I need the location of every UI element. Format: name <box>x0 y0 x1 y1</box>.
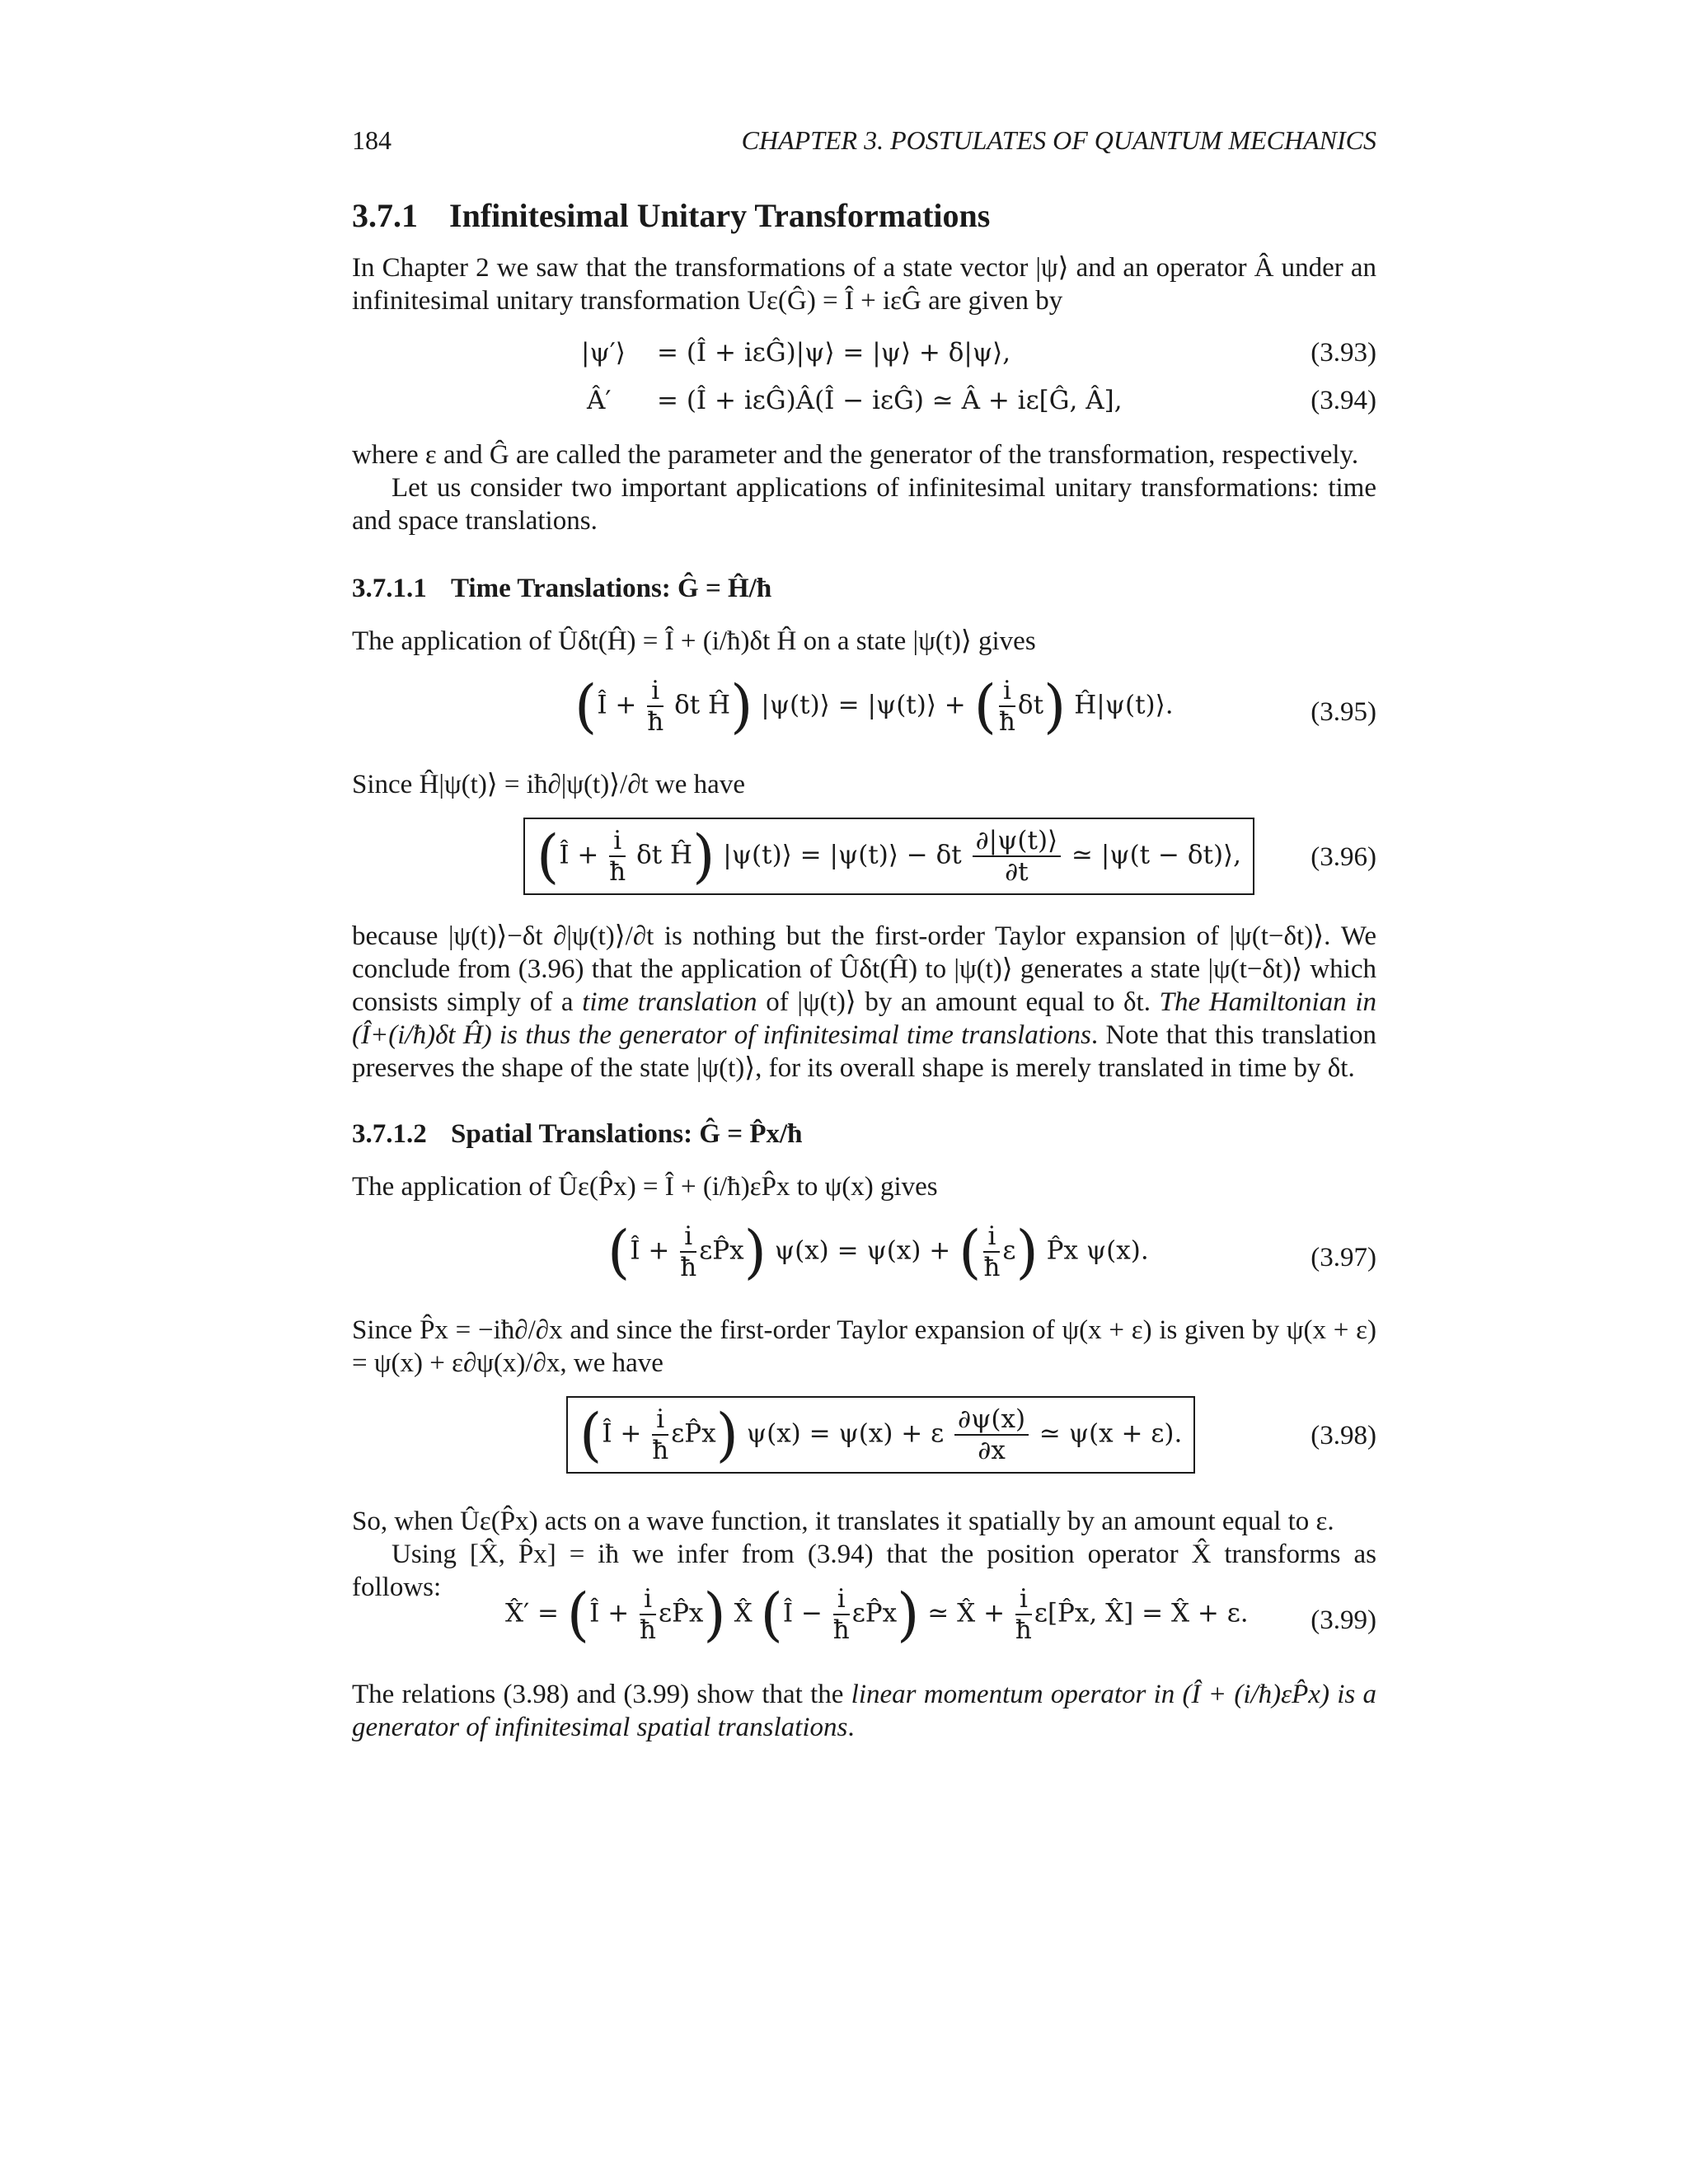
eq99-tag: (3.99) <box>1311 1605 1376 1635</box>
sub2-paragraph-1: The application of Ûε(P̂x) = Î + (i/ħ)εP̂x to ψ(x) gives <box>352 1172 938 1202</box>
eq98-tag: (3.98) <box>1311 1421 1376 1451</box>
equation-3-98 <box>352 1396 1376 1482</box>
equation-3-97 <box>352 1218 1376 1296</box>
eq97-tag: (3.97) <box>1311 1243 1376 1272</box>
section-title: Infinitesimal Unitary Transformations <box>449 197 991 234</box>
eq98-frac: $\frac{i}{ħ}$ <box>652 1404 669 1465</box>
sub2-paragraph-3: So, when Ûε(P̂x) acts on a wave function, it translates it spatially by an amount equal to ε. Using [X̂, P̂x] = iħ we infer from (3.94) that the position operator X̂ transforms as follows: <box>352 1507 1376 1602</box>
eq94-lhs: Â′ <box>587 386 612 415</box>
eq94-rhs: = (Î + iεĜ)Â(Î − iεĜ) ≃ Â + iε[Ĝ, Â], <box>657 386 1123 415</box>
eq99-body: X̂′ = (Î + $\frac{i}{ħ}$ εP̂x) X̂ (Î − $\frac{i}{ħ}$ εP̂x) ≃ X̂ + $\frac{i}{ħ}$ ε[P̂x, X̂] = X̂ + ε. <box>505 1581 1249 1648</box>
equation-3-93 <box>352 338 1376 374</box>
equation-3-96 <box>352 818 1376 903</box>
eq98-frac2: $\frac{\partial\psi(x)}{\partial x}$ <box>954 1404 1029 1465</box>
eq95-body: (Î + $\frac{i}{ħ}$ δt Ĥ) |ψ(t)⟩ = |ψ(t)⟩ + ( $\frac{i}{ħ}$ δt) Ĥ|ψ(t)⟩. <box>574 673 1174 740</box>
eq99-frac2: $\frac{i}{ħ}$ <box>832 1584 850 1645</box>
eq94-tag: (3.94) <box>1311 386 1376 415</box>
eq96-frac2: $\frac{\partial|\psi(t)⟩}{\partial t}$ <box>973 826 1062 887</box>
eq97-frac: $\frac{i}{ħ}$ <box>680 1221 697 1282</box>
sub1-paragraph-1: The application of Ûδt(Ĥ) = Î + (i/ħ)δt Ĥ on a state |ψ(t)⟩ gives <box>352 626 1036 656</box>
eq96-frac: $\frac{i}{ħ}$ <box>609 826 626 887</box>
sub1-title: Time Translations: Ĝ = Ĥ/ħ <box>451 574 772 603</box>
running-head <box>352 125 1376 158</box>
eq98-box: (Î + $\frac{i}{ħ}$ εP̂x) ψ(x) = ψ(x) + ε $\frac{\partial\psi(x)}{\partial x}$ ≃ ψ(x + ε). <box>566 1396 1195 1474</box>
eq95-frac: $\frac{i}{ħ}$ <box>647 676 664 737</box>
eq95-tag: (3.95) <box>1311 697 1376 727</box>
chapter-title: CHAPTER 3. POSTULATES OF QUANTUM MECHANICS <box>741 125 1376 155</box>
after94-line2: Let us consider two important applications of infinitesimal unitary transformations: time and space translations. <box>352 473 1376 536</box>
equation-3-99 <box>352 1581 1376 1658</box>
eq96-box: (Î + $\frac{i}{ħ}$ δt Ĥ) |ψ(t)⟩ = |ψ(t)⟩ − δt $\frac{\partial|\psi(t)⟩}{\partial t}$ ≃ |ψ(t − δt)⟩, <box>523 818 1254 895</box>
after94-line1: where ε and Ĝ are called the parameter and the generator of the transformation, respectively. <box>352 440 1359 470</box>
page-number: 184 <box>352 125 392 155</box>
sub1-paragraph-2: Since Ĥ|ψ(t)⟩ = iħ∂|ψ(t)⟩/∂t we have <box>352 770 745 799</box>
after-94-paragraph <box>352 438 1376 537</box>
eq99-frac3: $\frac{i}{ħ}$ <box>1015 1584 1032 1645</box>
eq93-tag: (3.93) <box>1311 338 1376 368</box>
section-number: 3.7.1 <box>352 197 418 234</box>
sub2-title: Spatial Translations: Ĝ = P̂x/ħ <box>451 1119 803 1149</box>
subsection-time-heading <box>352 574 771 604</box>
eq93-lhs: |ψ′⟩ <box>581 338 626 368</box>
closing-paragraph: The relations (3.98) and (3.99) show that the linear momentum operator in (Î + (i/ħ)εP̂x) is a generator of infinitesimal spatial translations. <box>352 1680 1376 1742</box>
subsection-spatial-heading <box>352 1119 803 1150</box>
equation-3-95 <box>352 673 1376 750</box>
sub1-number: 3.7.1.1 <box>352 574 427 603</box>
eq97-frac2: $\frac{i}{ħ}$ <box>983 1221 1001 1282</box>
eq96-tag: (3.96) <box>1311 842 1376 872</box>
eq99-frac: $\frac{i}{ħ}$ <box>640 1584 657 1645</box>
section-heading <box>352 196 990 235</box>
sub2-paragraph-2: Since P̂x = −iħ∂/∂x and since the first-order Taylor expansion of ψ(x + ε) is given by ψ(x + ε) = ψ(x) + ε∂ψ(x)/∂x, we have <box>352 1315 1376 1378</box>
eq95-frac2: $\frac{i}{ħ}$ <box>998 676 1015 737</box>
eq97-body: (Î + $\frac{i}{ħ}$ εP̂x) ψ(x) = ψ(x) + ( $\frac{i}{ħ}$ ε) P̂x ψ(x). <box>607 1218 1149 1286</box>
sub2-number: 3.7.1.2 <box>352 1119 427 1149</box>
eq93-rhs: = (Î + iεĜ)|ψ⟩ = |ψ⟩ + δ|ψ⟩, <box>657 338 1011 368</box>
equation-3-94 <box>352 386 1376 422</box>
intro-paragraph: In Chapter 2 we saw that the transformations of a state vector |ψ⟩ and an operator Â under an infinitesimal unitary transformation Uε(Ĝ) = Î + iεĜ are given by <box>352 253 1376 316</box>
sub1-paragraph-3: because |ψ(t)⟩−δt ∂|ψ(t)⟩/∂t is nothing but the first-order Taylor expansion of |ψ(t−δt)⟩. We conclude from (3.96) that the application of Ûδt(Ĥ) to |ψ(t)⟩ generates a state |ψ(t−δt)⟩ which consists simply of a time translation of |ψ(t)⟩ by an amount equal to δt. The Hamiltonian in (Î+(i/ħ)δt Ĥ) is thus the generator of infinitesimal time translations. Note that this translation preserves the shape of the state |ψ(t)⟩, for its overall shape is merely translated in time by δt. <box>352 921 1377 1083</box>
